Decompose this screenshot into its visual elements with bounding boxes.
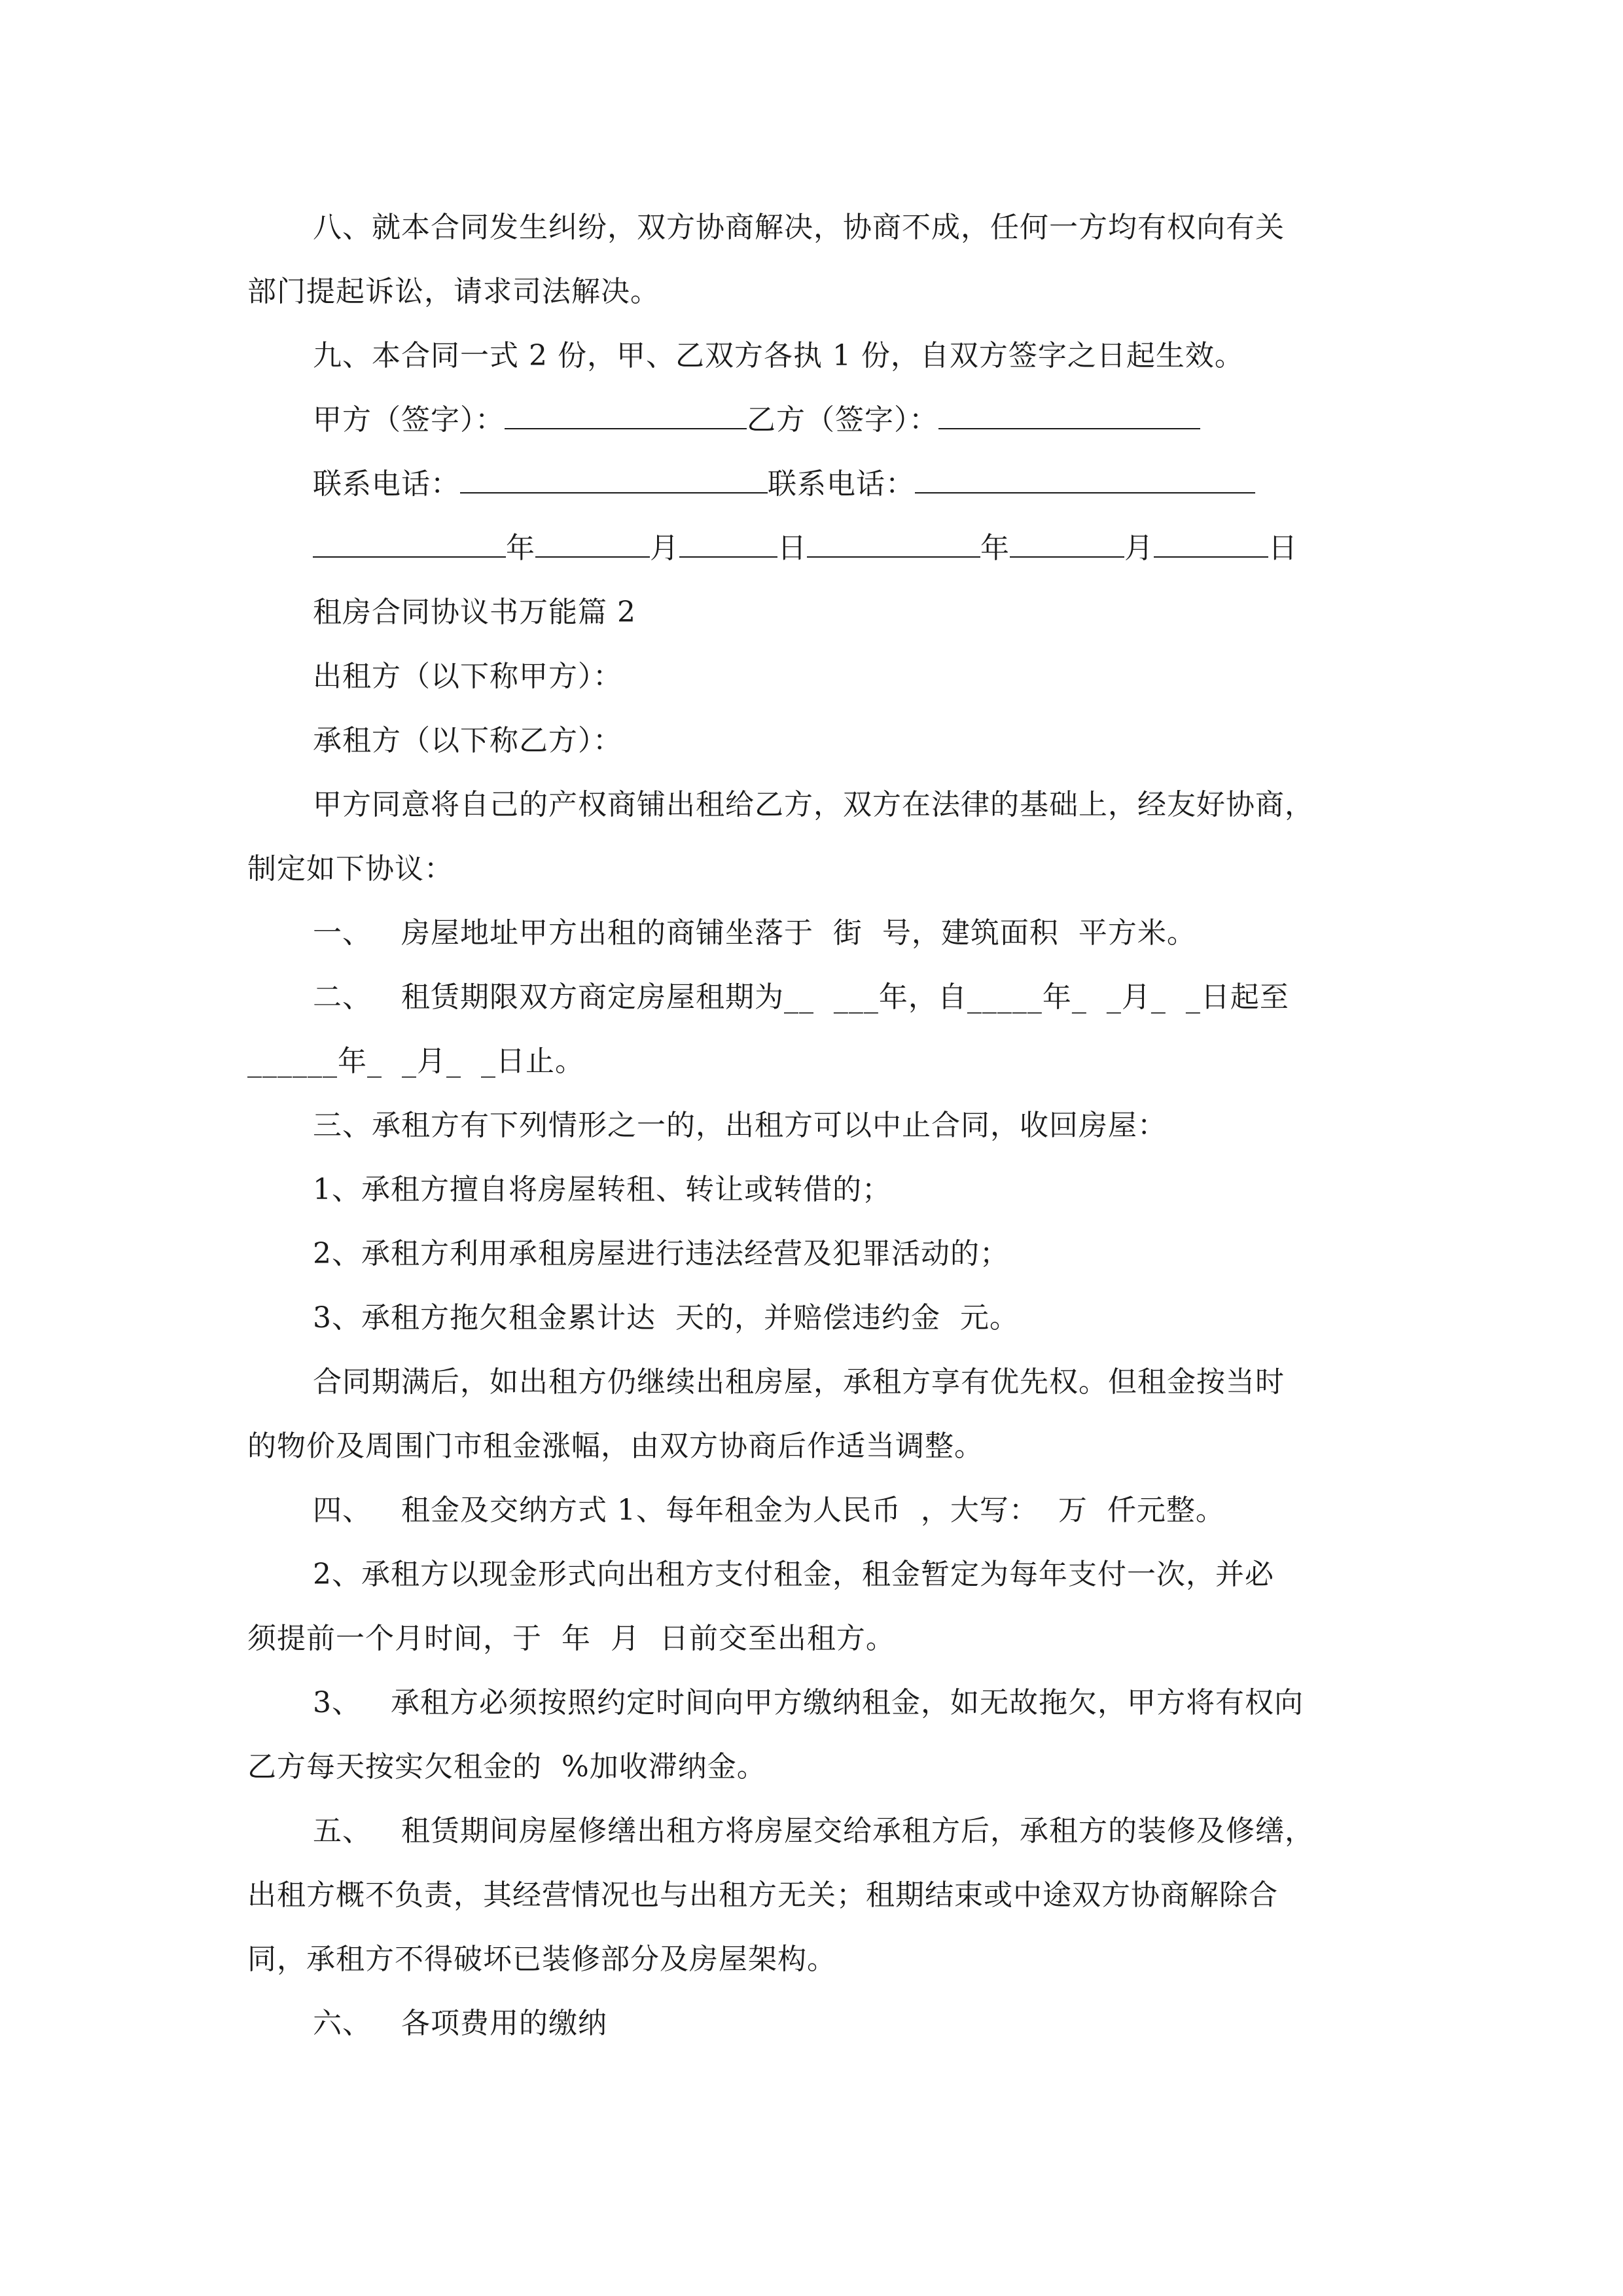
phone-b-blank: [915, 467, 1255, 493]
lessor-line: 出租方（以下称甲方）：: [313, 660, 622, 693]
lessee-line: 承租方（以下称乙方）：: [313, 724, 622, 757]
item-6: 六、 各项费用的缴纳: [313, 2007, 607, 2040]
clause-8-line-1: 八、就本合同发生纠纷，双方协商解决，协商不成，任何一方均有权向有关: [313, 211, 1285, 244]
item-3-3: 3、承租方拖欠租金累计达 天的，并赔偿违约金 元。: [313, 1301, 1019, 1335]
item-3: 三、承租方有下列情形之一的，出租方可以中止合同，收回房屋：: [313, 1109, 1167, 1142]
item-4-3-line-1: 3、 承租方必须按照约定时间向甲方缴纳租金，如无故拖欠，甲方将有权向: [313, 1686, 1304, 1719]
item-3-2: 2、承租方利用承租房屋进行违法经营及犯罪活动的；: [313, 1237, 1009, 1270]
clause-8-line-2: 部门提起诉讼，请求司法解决。: [247, 275, 660, 308]
date-a-day: 日: [777, 531, 807, 565]
item-1: 一、 房屋地址甲方出租的商铺坐落于 街 号，建筑面积 平方米。: [313, 916, 1196, 950]
party-b-signature-blank: [938, 403, 1200, 429]
item-4-2-line-1: 2、承租方以现金形式向出租方支付租金，租金暂定为每年支付一次，并必: [313, 1558, 1274, 1591]
date-a-day-blank: [679, 531, 777, 558]
party-a-signature-blank: [505, 403, 747, 429]
party-b-label: 乙方（签字）：: [747, 403, 938, 437]
date-b-month-blank: [1010, 531, 1124, 558]
phone-label-b: 联系电话：: [768, 467, 915, 501]
phone-row: [313, 465, 1255, 504]
item-4-2-line-2: 须提前一个月时间，于 年 月 日前交至出租方。: [247, 1622, 895, 1655]
date-b-day: 日: [1268, 531, 1298, 565]
signature-row: [313, 401, 1200, 440]
date-a-month: 月: [650, 531, 679, 565]
item-5-line-1: 五、 租赁期间房屋修缮出租方将房屋交给承租方后，承租方的装修及修缮，: [313, 1814, 1314, 1848]
date-a-year: 年: [506, 531, 535, 565]
date-a-year-blank: [313, 531, 506, 558]
item-5-line-3: 同，承租方不得破坏已装修部分及房屋架构。: [247, 1943, 836, 1976]
renewal-line-2: 的物价及周围门市租金涨幅，由双方协商后作适当调整。: [247, 1429, 984, 1463]
item-5-line-2: 出租方概不负责，其经营情况也与出租方无关；租期结束或中途双方协商解除合: [247, 1878, 1278, 1912]
date-b-day-blank: [1154, 531, 1268, 558]
phone-a-blank: [460, 467, 768, 493]
clause-9: 九、本合同一式 2 份，甲、乙双方各执 1 份，自双方签字之日起生效。: [313, 339, 1244, 372]
section-2-title: 租房合同协议书万能篇 2: [313, 596, 636, 629]
phone-label-a: 联系电话：: [313, 467, 460, 501]
intro-line-1: 甲方同意将自己的产权商铺出租给乙方，双方在法律的基础上，经友好协商，: [313, 788, 1314, 821]
date-row: [313, 529, 1298, 568]
item-3-1: 1、承租方擅自将房屋转租、转让或转借的；: [313, 1173, 891, 1206]
date-b-year: 年: [980, 531, 1010, 565]
date-b-month: 月: [1124, 531, 1154, 565]
item-2-line-1: 二、 租赁期限双方商定房屋租期为__ ___年，自_____年_ _月_ _日起至: [313, 980, 1289, 1014]
renewal-line-1: 合同期满后，如出租方仍继续出租房屋，承租方享有优先权。但租金按当时: [313, 1365, 1285, 1399]
intro-line-2: 制定如下协议：: [247, 852, 454, 886]
party-a-label: 甲方（签字）：: [313, 403, 505, 437]
item-4: 四、 租金及交纳方式 1、每年租金为人民币 ，大写： 万 仟元整。: [313, 1494, 1225, 1527]
item-4-3-line-2: 乙方每天按实欠租金的 %加收滞纳金。: [247, 1750, 766, 1784]
item-2-line-2: ______年_ _月_ _日止。: [247, 1045, 584, 1078]
date-a-month-blank: [535, 531, 650, 558]
date-b-year-blank: [807, 531, 980, 558]
